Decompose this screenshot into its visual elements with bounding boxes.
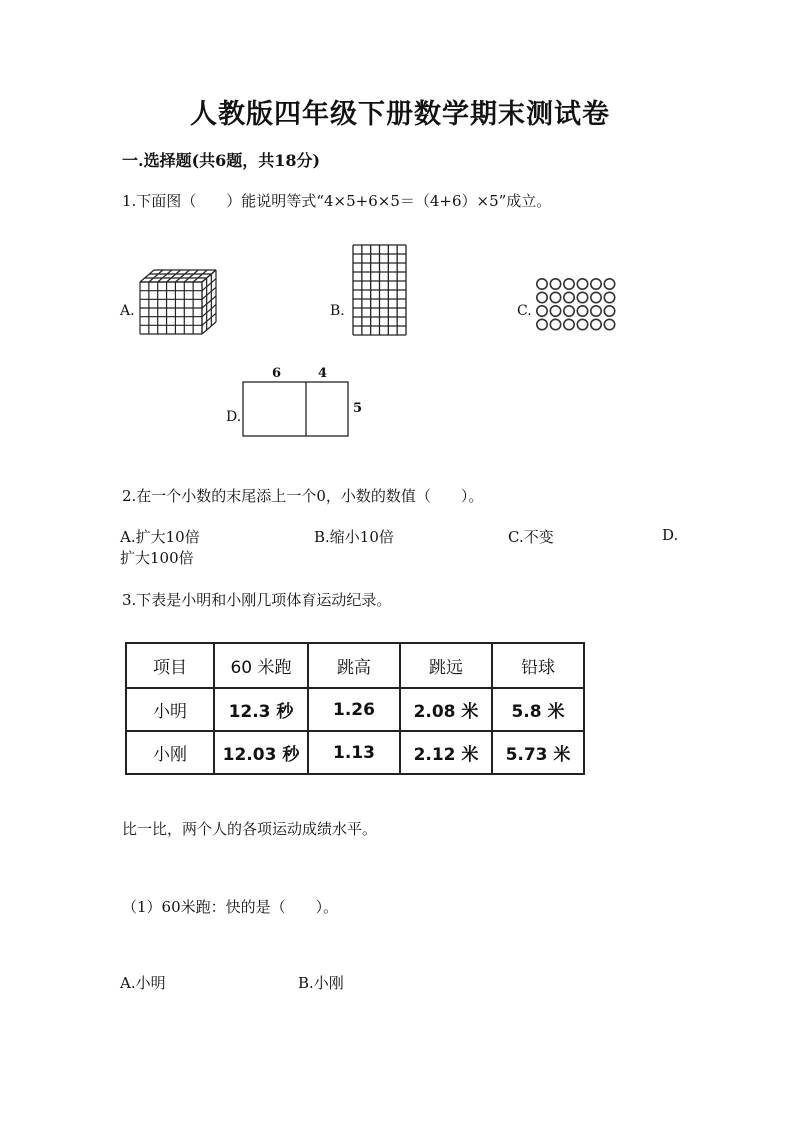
q2-option-b: B.缩小10倍 [314, 528, 394, 546]
sub1-option-b: B.小刚 [298, 974, 344, 992]
question-3-stem: 3.下表是小明和小刚几项体育运动纪录。 [122, 591, 392, 609]
q2-option-c: C.不变 [508, 528, 554, 546]
table-cell: 1.13 [308, 731, 400, 774]
option-c-label: C. [517, 303, 532, 319]
table-header-cell: 跳高 [308, 643, 400, 688]
figure-d-side-label: 5 [353, 401, 363, 416]
sub1-option-a: A.小明 [120, 974, 166, 992]
sports-record-table [125, 642, 585, 775]
table-cell: 小刚 [126, 731, 214, 774]
split-rectangle-figure [242, 380, 350, 438]
circles-array-figure [536, 278, 620, 334]
question-2-stem: 2.在一个小数的末尾添上一个0，小数的数值（ ）。 [122, 487, 484, 505]
table-cell: 12.03 秒 [214, 731, 308, 774]
q2-option-a: A.扩大10倍 [120, 528, 200, 546]
grid-rectangle-figure [352, 244, 408, 336]
q2-option-d-label: D. [662, 526, 679, 544]
table-header-cell: 项目 [126, 643, 214, 688]
table-cell: 5.73 米 [492, 731, 584, 774]
sub-question-1: （1）60米跑：快的是（ ）。 [122, 898, 339, 916]
table-cell: 12.3 秒 [214, 688, 308, 731]
table-cell: 1.26 [308, 688, 400, 731]
cube-figure [138, 268, 220, 336]
table-cell: 5.8 米 [492, 688, 584, 731]
table-cell: 2.12 米 [400, 731, 492, 774]
page-title: 人教版四年级下册数学期末测试卷 [190, 99, 610, 130]
section-heading: 一.选择题(共6题，共18分) [122, 151, 321, 170]
figure-d-top-left-label: 6 [272, 366, 282, 381]
table-cell: 小明 [126, 688, 214, 731]
option-b-label: B. [330, 303, 345, 319]
question-1-stem: 1.下面图（ ）能说明等式“4×5+6×5＝（4+6）×5”成立。 [122, 192, 552, 210]
table-row [126, 688, 584, 731]
option-a-label: A. [120, 303, 135, 319]
table-header-cell: 跳远 [400, 643, 492, 688]
figure-d-top-right-label: 4 [318, 366, 328, 381]
comparison-prompt: 比一比，两个人的各项运动成绩水平。 [122, 820, 378, 838]
table-header-cell: 铅球 [492, 643, 584, 688]
q2-option-d-text: 扩大100倍 [120, 549, 194, 567]
table-header-cell: 60 米跑 [214, 643, 308, 688]
table-header-row [126, 643, 584, 688]
option-d-label: D. [226, 409, 242, 425]
table-row [126, 731, 584, 774]
table-cell: 2.08 米 [400, 688, 492, 731]
